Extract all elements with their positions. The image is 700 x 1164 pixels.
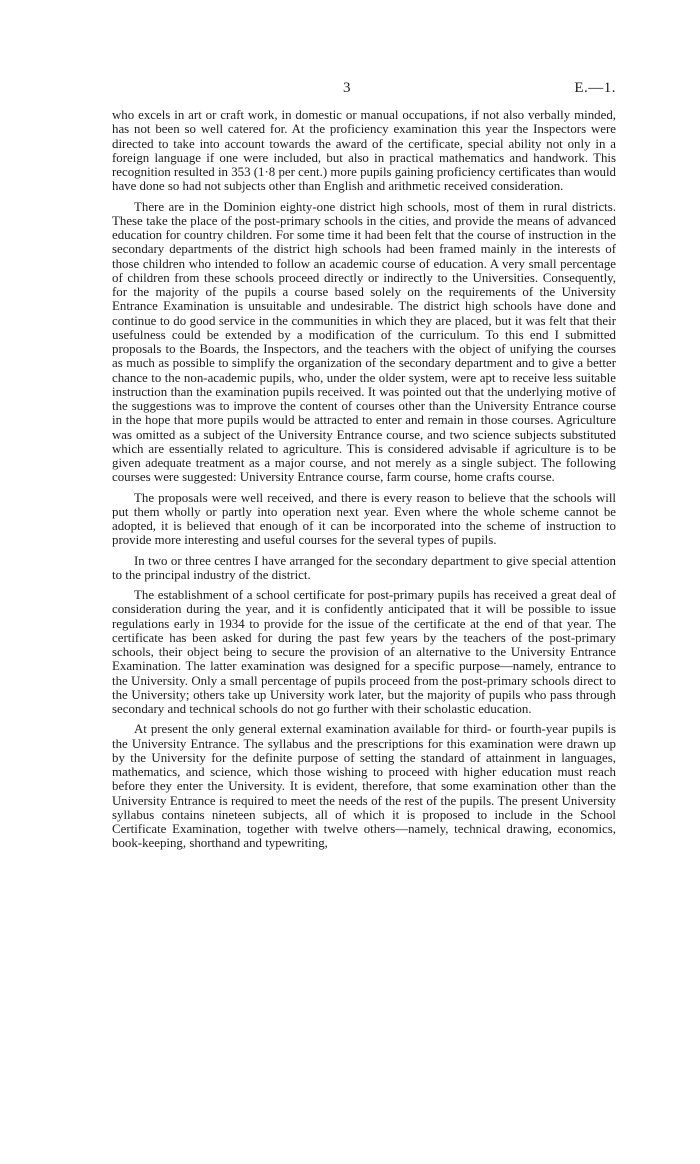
paragraph-1: who excels in art or craft work, in domestic or manual occupations, if not also verbally minded, has not been so well catered for. At the proficiency examination this year the Inspectors were directed to take into account towards the award of the certificate, special ability not only in a foreign language if one were included, but also in practical mathematics and handwork. This recognition resulted in 353 (1·8 per cent.) more pupils gaining proficiency certificates than would have done so had not subjects other than English and arithmetic received consideration. — [112, 108, 617, 194]
document-reference: E.—1. — [574, 80, 616, 96]
page-number: 3 — [343, 80, 351, 96]
page-header — [0, 80, 700, 100]
paragraph-4: In two or three centres I have arranged for the secondary department to give special attention to the principal industry of the district. — [112, 553, 616, 582]
paragraph-6: At present the only general external examination available for third- or fourth-year pupils is the University Entrance. The syllabus and the prescriptions for this examination were drawn up by the University for the definite purpose of setting the standard of attainment in languages, mathematics, and science, which those wishing to proceed with higher education must reach before they enter the University. It is evident, therefore, that some examination other than the University Entrance is required to meet the needs of the rest of the pupils. The present University syllabus contains nineteen subjects, all of which it is proposed to include in the School Certificate Examination, together with twelve others—namely, technical drawing, economics, book-keeping, shorthand and typewriting, — [112, 722, 616, 851]
paragraph-3: The proposals were well received, and there is every reason to believe that the schools will put them wholly or partly into operation next year. Even where the whole scheme cannot be adopted, it is believed that enough of it can be incorporated into the scheme of instruction to provide more interesting and useful courses for the several types of pupils. — [112, 490, 616, 548]
body-text — [112, 108, 616, 857]
paragraph-5: The establishment of a school certificate for post-primary pupils has received a great deal of consideration during the year, and it is confidently anticipated that it will be possible to issue regulations early in 1934 to provide for the issue of the certificate at the end of that year. The certificate has been asked for during the past few years by the teachers of the post-primary schools, their object being to secure the provision of an alternative to the University Entrance Examination. The latter examination was designed for a specific purpose—namely, entrance to the University. Only a small percentage of pupils proceed from the post-primary schools direct to the University; others take up University work later, but the majority of pupils who pass through secondary and technical schools do not go further with their scholastic education. — [112, 588, 616, 716]
paragraph-2: There are in the Dominion eighty-one district high schools, most of them in rural districts. These take the place of the post-primary schools in the cities, and provide the means of advanced education for country children. For some time it had been felt that the course of instruction in the secondary departments of the district high schools had been framed mainly in the interests of those children who intended to follow an academic course of education. A very small percentage of children from these schools proceed directly or indirectly to the Universities. Consequently, for the majority of the pupils a course based solely on the requirements of the University Entrance Examination is unsuitable and undesirable. The district high schools have done and continue to do good service in the communities in which they are placed, but it was felt that their usefulness could be extended by a modification of the curriculum. To this end I submitted proposals to the Boards, the Inspectors, and the teachers with the object of unifying the courses as much as possible to simplify the organization of the secondary department and to give a better chance to the non-academic pupils, who, under the older system, were apt to receive less suitable instruction than the examination pupils received. It was pointed out that the underlying motive of the suggestions was to improve the content of courses other than the University Entrance course in the hope that more pupils would be attracted to enter and remain in those courses. Agriculture was omitted as a subject of the University Entrance course, and two science subjects substituted which are essentially related to agriculture. This is considered advisable if agriculture is to be given adequate treatment as a major course, and not merely as a single subject. The following courses were suggested: University Entrance course, farm course, home crafts course. — [112, 199, 616, 485]
